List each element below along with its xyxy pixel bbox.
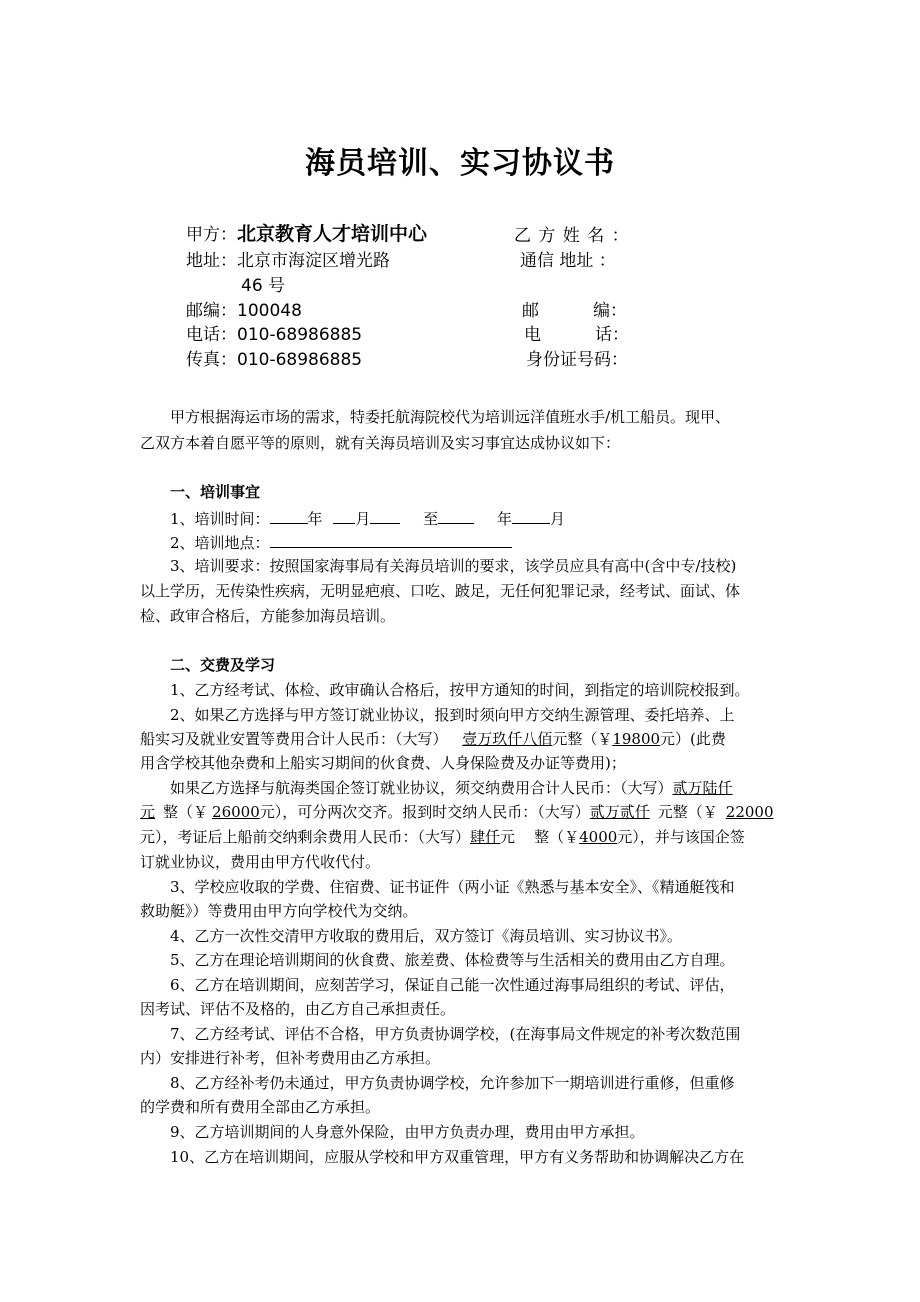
- clause-10: 10、乙方在培训期间，应服从学校和甲方双重管理，甲方有义务帮助和协调解决乙方在: [170, 1148, 745, 1166]
- clause-4: 4、乙方一次性交清甲方收取的费用后，双方签订《海员培训、实习协议书》。: [170, 927, 683, 945]
- training-place-row: [170, 531, 800, 553]
- clause-2b-text-b: 整（￥: [163, 803, 209, 821]
- training-req-line-3: 检、政审合格后，方能参加海员培训。: [140, 607, 396, 625]
- end-month-text: 月: [549, 510, 565, 528]
- fee-amount-number: 19800: [612, 730, 661, 748]
- clause-2b-text-a: 如果乙方选择与航海类国企签订就业协议，须交纳费用合计人民币：（大写）: [170, 779, 673, 797]
- party-b-name-label: 乙 方 姓 名 ：: [514, 226, 630, 246]
- intro-line-2: 乙双方本着自愿平等的原则，就有关海员培训及实习事宜达成协议如下：: [140, 434, 621, 452]
- clause-1: 1、乙方经考试、体检、政审确认合格后，按甲方通知的时间，到指定的培训院校报到。: [170, 681, 750, 699]
- rest-payment-number: 4000: [579, 828, 618, 846]
- training-time-label: 1、培训时间：: [170, 510, 270, 528]
- party-a-zip-label: 邮编：: [186, 301, 237, 321]
- clause-2-line-2: [140, 729, 800, 749]
- clause-6-line-2: 因考试、评估不及格的，由乙方自己承担责任。: [140, 1000, 456, 1018]
- clause-3-line-2: 救助艇》）等费用由甲方向学校代为交纳。: [140, 902, 418, 920]
- clause-8-line-1: 8、乙方经补考仍未通过，甲方负责协调学校，允许参加下一期培训进行重修，但重修: [170, 1074, 735, 1092]
- intro-line-1: 甲方根据海运市场的需求，特委托航海院校代为培训远洋值班水手/机工船员。现甲、: [170, 408, 731, 426]
- training-time-row: [170, 507, 800, 529]
- party-a-fax: 010-68986885: [237, 350, 363, 370]
- start-year-blank: [270, 507, 308, 524]
- party-a-address: 北京市海淀区增光路: [237, 251, 390, 271]
- start-month-tail-blank: [370, 507, 400, 524]
- party-a-tel-row: [186, 320, 362, 345]
- clause-6-line-1: 6、乙方在培训期间，应刻苦学习，保证自己能一次性通过海事局组织的考试、评估，: [170, 976, 735, 994]
- training-place-blank: [270, 531, 512, 548]
- training-place-label: 2、培训地点：: [170, 534, 270, 552]
- party-b-zip-label: 邮 编：: [522, 301, 628, 321]
- clause-2b-text-e: 元），考证后上船前交纳剩余费用人民币：（大写）: [140, 828, 471, 846]
- clause-2-text-a: 船实习及就业安置等费用合计人民币：（大写）: [140, 730, 448, 748]
- first-payment-chinese: 贰万贰仟: [589, 803, 650, 821]
- party-a-address-row: [186, 246, 390, 271]
- start-month-blank: [333, 507, 355, 524]
- party-b-tel-label: 电 话：: [524, 325, 630, 345]
- to-text: 至: [423, 510, 439, 528]
- training-req-line-2: 以上学历，无传染性疾病，无明显疤痕、口吃、跛足，无任何犯罪记录，经考试、面试、体: [140, 582, 741, 600]
- party-b-id-label: 身份证号码：: [526, 350, 628, 370]
- clause-7-line-1: 7、乙方经考试、评估不合格，甲方负责协调学校，(在海事局文件规定的补考次数范围: [170, 1025, 741, 1043]
- clause-2-text-b: 元整（￥: [552, 730, 613, 748]
- soe-fee-unit: 元: [140, 803, 156, 821]
- year-text: 年: [307, 510, 323, 528]
- party-a-row: [186, 219, 427, 246]
- clause-9: 9、乙方培训期间的人身意外保险，由甲方负责办理，费用由甲方承担。: [170, 1123, 645, 1141]
- clause-2b-text-f: 元 整（￥: [500, 828, 580, 846]
- clause-2-text-c: 元）(此费: [660, 730, 726, 748]
- section-1-heading: 一、培训事宜: [170, 483, 261, 501]
- fee-amount-chinese: 壹万玖仟八佰: [462, 730, 553, 748]
- clause-2b-line-2: [140, 802, 800, 822]
- soe-fee-number: 26000: [212, 803, 260, 821]
- party-a-address-line2: 46 号: [241, 276, 286, 296]
- clause-7-line-2: 内）安排进行补考，但补考费用由乙方承担。: [140, 1049, 441, 1067]
- end-year-lead-blank: [438, 507, 474, 524]
- first-payment-number: 22000: [725, 803, 774, 821]
- clause-2b-line-4: 订就业协议，费用由甲方代收代付。: [140, 853, 381, 871]
- clause-8-line-2: 的学费和所有费用全部由乙方承担。: [140, 1098, 381, 1116]
- party-a-tel-label: 电话：: [186, 325, 237, 345]
- party-a-zip: 100048: [237, 301, 302, 321]
- clause-2-line-3: 用含学校其他杂费和上船实习期间的伙食费、人身保险费及办证等费用)；: [140, 754, 626, 772]
- party-a-fax-row: [186, 345, 362, 370]
- clause-2b-text-c: 元），可分两次交齐。报到时交纳人民币：（大写）: [259, 803, 590, 821]
- party-a-label: 甲方：: [186, 225, 237, 245]
- section-2-heading: 二、交费及学习: [170, 656, 276, 674]
- clause-3-line-1: 3、学校应收取的学费、住宿费、证书证件（两小证《熟悉与基本安全》、《精通艇筏和: [170, 878, 735, 896]
- clause-5: 5、乙方在理论培训期间的伙食费、旅差费、体检费等与生活相关的费用由乙方自理。: [170, 951, 735, 969]
- party-a-tel: 010-68986885: [237, 325, 363, 345]
- document-title: 海员培训、实习协议书: [305, 146, 615, 181]
- clause-2b-line-3: [140, 827, 800, 847]
- soe-fee-chinese: 贰万陆仟: [672, 779, 733, 797]
- end-year-text: 年: [496, 510, 512, 528]
- party-a-zip-row: [186, 296, 302, 321]
- party-a-name: 北京教育人才培训中心: [237, 223, 428, 245]
- rest-payment-chinese: 肆仟: [470, 828, 501, 846]
- clause-2-line-1: 2、如果乙方选择与甲方签订就业协议，报到时须向甲方交纳生源管理、委托培养、上: [170, 706, 735, 724]
- training-req-line-1: 3、培训要求：按照国家海事局有关海员培训的要求，该学员应具有高中(含中专/技校): [170, 557, 737, 575]
- clause-2b-text-d: 元整（￥: [657, 803, 718, 821]
- clause-2b-line-1: [170, 778, 800, 798]
- party-a-address-label: 地址：: [186, 251, 237, 271]
- end-month-blank: [512, 507, 550, 524]
- clause-2b-text-g: 元），并与该国企签: [617, 828, 745, 846]
- party-b-address-label: 通信 地址 ：: [520, 251, 616, 271]
- month-text: 月: [355, 510, 371, 528]
- party-a-fax-label: 传真：: [186, 350, 237, 370]
